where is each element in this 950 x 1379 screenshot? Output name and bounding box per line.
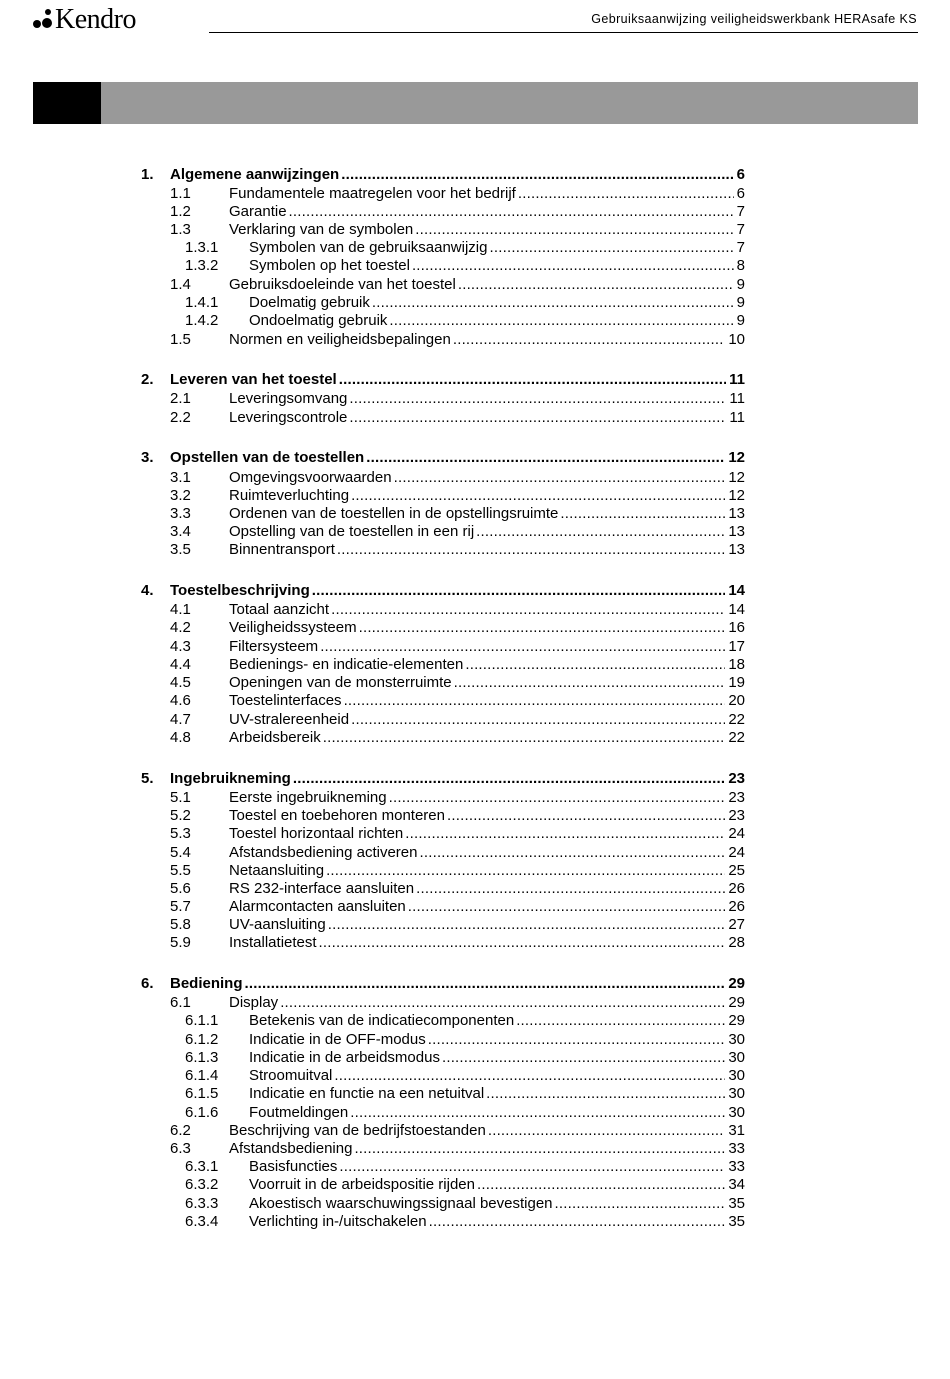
toc-entry-number: 4.7 bbox=[170, 711, 191, 728]
toc-dot-leader bbox=[408, 897, 726, 917]
toc-entry-number: 4.3 bbox=[170, 638, 191, 655]
toc-entry-title: Installatietest bbox=[229, 934, 317, 951]
toc-entry-title: Garantie bbox=[229, 203, 287, 220]
toc-entry-title: Eerste ingebruikneming bbox=[229, 789, 387, 806]
toc-entry-title: Foutmeldingen bbox=[249, 1104, 349, 1121]
toc-entry-page: 29 bbox=[728, 975, 745, 992]
toc-entry-title: Ordenen van de toestellen in de opstellingsruimte bbox=[229, 505, 559, 522]
toc-entry[interactable] bbox=[185, 1066, 745, 1086]
toc-entry-page: 14 bbox=[728, 601, 745, 618]
toc-entry[interactable] bbox=[170, 933, 745, 953]
toc-entry-page: 34 bbox=[728, 1176, 745, 1193]
toc-entry-title: Totaal aanzicht bbox=[229, 601, 330, 618]
toc-entry-number: 5.4 bbox=[170, 844, 191, 861]
toc-entry-page: 30 bbox=[728, 1031, 745, 1048]
toc-entry-page: 13 bbox=[728, 505, 745, 522]
toc-dot-leader bbox=[518, 184, 734, 204]
toc-entry-number: 6.1.6 bbox=[185, 1104, 219, 1121]
toc-entry-page: 6 bbox=[736, 185, 745, 202]
toc-dot-leader bbox=[442, 1048, 725, 1068]
toc-entry-page: 12 bbox=[728, 469, 745, 486]
toc-entry[interactable] bbox=[170, 691, 745, 711]
toc-entry-page: 26 bbox=[728, 898, 745, 915]
toc-entry-title: Beschrijving van de bedrijfstoestanden bbox=[229, 1122, 486, 1139]
toc-entry-title: Arbeidsbereik bbox=[229, 729, 321, 746]
toc-entry[interactable] bbox=[170, 843, 745, 863]
toc-entry-title: UV-stralereenheid bbox=[229, 711, 350, 728]
toc-entry-number: 1.4 bbox=[170, 276, 191, 293]
toc-entry-title: Symbolen op het toestel bbox=[249, 257, 410, 274]
toc-entry-page: 29 bbox=[728, 1012, 745, 1029]
toc-dot-leader bbox=[349, 389, 726, 409]
toc-entry-number: 5.6 bbox=[170, 880, 191, 897]
toc-entry-page: 11 bbox=[729, 409, 745, 426]
toc-entry-number: 5.8 bbox=[170, 916, 191, 933]
toc-entry-title: Opstelling van de toestellen in een rij bbox=[229, 523, 475, 540]
toc-dot-leader bbox=[372, 293, 734, 313]
toc-entry-number: 6.3.2 bbox=[185, 1176, 219, 1193]
toc-entry-number: 6.3.3 bbox=[185, 1195, 219, 1212]
toc-entry[interactable] bbox=[185, 1157, 745, 1177]
document-title: Gebruiksaanwijzing veiligheidswerkbank HERAsafe KS bbox=[591, 12, 917, 26]
toc-entry[interactable] bbox=[170, 275, 745, 295]
toc-entry[interactable] bbox=[185, 311, 745, 331]
toc-entry[interactable] bbox=[170, 408, 745, 428]
toc-entry-number: 4.4 bbox=[170, 656, 191, 673]
toc-entry-number: 5.1 bbox=[170, 789, 191, 806]
toc-entry-number: 5.9 bbox=[170, 934, 191, 951]
toc-entry-number: 2.1 bbox=[170, 390, 191, 407]
toc-entry-number: 1.3 bbox=[170, 221, 191, 238]
toc-entry-page: 9 bbox=[736, 312, 745, 329]
toc-entry-page: 13 bbox=[728, 541, 745, 558]
toc-entry-page: 22 bbox=[728, 729, 745, 746]
toc-entry-page: 11 bbox=[729, 371, 745, 388]
toc-entry-page: 22 bbox=[728, 711, 745, 728]
toc-dot-leader bbox=[412, 256, 734, 276]
toc-entry-page: 23 bbox=[728, 770, 745, 787]
toc-entry-number: 1.3.1 bbox=[185, 239, 219, 256]
toc-entry-number: 5. bbox=[141, 770, 154, 787]
toc-entry[interactable] bbox=[170, 1121, 745, 1141]
toc-entry[interactable] bbox=[141, 448, 745, 468]
toc-dot-leader bbox=[415, 220, 733, 240]
toc-dot-leader bbox=[405, 824, 725, 844]
toc-dot-leader bbox=[366, 448, 725, 468]
toc-dot-leader bbox=[354, 1139, 725, 1159]
toc-entry-number: 6.1.4 bbox=[185, 1067, 219, 1084]
toc-entry[interactable] bbox=[170, 522, 745, 542]
toc-entry-number: 3.2 bbox=[170, 487, 191, 504]
toc-dot-leader bbox=[339, 1157, 725, 1177]
toc-entry-title: Fundamentele maatregelen voor het bedrijf bbox=[229, 185, 516, 202]
toc-entry-number: 5.3 bbox=[170, 825, 191, 842]
toc-entry-title: Indicatie en functie na een netuitval bbox=[249, 1085, 485, 1102]
toc-entry[interactable] bbox=[141, 165, 745, 185]
toc-entry-title: Verklaring van de symbolen bbox=[229, 221, 414, 238]
toc-dot-leader bbox=[476, 522, 725, 542]
toc-entry[interactable] bbox=[170, 788, 745, 808]
toc-entry-number: 4.2 bbox=[170, 619, 191, 636]
toc-entry-title: Verlichting in-/uitschakelen bbox=[249, 1213, 427, 1230]
toc-entry-number: 4. bbox=[141, 582, 154, 599]
toc-entry[interactable] bbox=[185, 1103, 745, 1123]
toc-entry[interactable] bbox=[185, 1194, 745, 1214]
toc-entry[interactable] bbox=[185, 1084, 745, 1104]
toc-dot-leader bbox=[454, 673, 726, 693]
toc-dot-leader bbox=[245, 974, 726, 994]
toc-entry-page: 12 bbox=[728, 487, 745, 504]
toc-entry-number: 2. bbox=[141, 371, 154, 388]
toc-entry-number: 1.5 bbox=[170, 331, 191, 348]
toc-entry-title: Display bbox=[229, 994, 279, 1011]
toc-entry-number: 6.1.3 bbox=[185, 1049, 219, 1066]
toc-entry[interactable] bbox=[170, 897, 745, 917]
toc-entry-page: 7 bbox=[736, 239, 745, 256]
toc-dot-leader bbox=[350, 1103, 725, 1123]
toc-entry-page: 23 bbox=[728, 789, 745, 806]
toc-entry[interactable] bbox=[170, 655, 745, 675]
toc-dot-leader bbox=[428, 1030, 726, 1050]
toc-entry-number: 3. bbox=[141, 449, 154, 466]
toc-entry-number: 6.1 bbox=[170, 994, 191, 1011]
toc-dot-leader bbox=[339, 370, 726, 390]
toc-dot-leader bbox=[477, 1175, 725, 1195]
toc-dot-leader bbox=[486, 1084, 725, 1104]
toc-entry-page: 29 bbox=[728, 994, 745, 1011]
toc-dot-leader bbox=[349, 408, 726, 428]
toc-dot-leader bbox=[359, 618, 726, 638]
toc-entry-title: Symbolen van de gebruiksaanwijzig bbox=[249, 239, 488, 256]
toc-entry[interactable] bbox=[170, 728, 745, 748]
toc-entry[interactable] bbox=[170, 915, 745, 935]
toc-entry-number: 6.2 bbox=[170, 1122, 191, 1139]
toc-entry[interactable] bbox=[170, 993, 745, 1013]
toc-entry[interactable] bbox=[170, 824, 745, 844]
toc-entry[interactable] bbox=[170, 600, 745, 620]
toc-dot-leader bbox=[447, 806, 725, 826]
toc-entry-title: Toestelinterfaces bbox=[229, 692, 342, 709]
toc-dot-leader bbox=[280, 993, 725, 1013]
toc-entry-number: 5.2 bbox=[170, 807, 191, 824]
toc-entry-page: 12 bbox=[728, 449, 745, 466]
toc-entry-title: Netaansluiting bbox=[229, 862, 325, 879]
toc-dot-leader bbox=[389, 788, 726, 808]
toc-entry-page: 9 bbox=[736, 276, 745, 293]
toc-entry-number: 6.1.5 bbox=[185, 1085, 219, 1102]
toc-entry-title: Indicatie in de arbeidsmodus bbox=[249, 1049, 440, 1066]
toc-dot-leader bbox=[337, 540, 725, 560]
toc-entry-page: 26 bbox=[728, 880, 745, 897]
toc-dot-leader bbox=[489, 238, 733, 258]
toc-entry-page: 33 bbox=[728, 1140, 745, 1157]
toc-entry-title: Omgevingsvoorwaarden bbox=[229, 469, 392, 486]
toc-entry[interactable] bbox=[185, 238, 745, 258]
toc-entry-number: 1.1 bbox=[170, 185, 191, 202]
toc-entry-number: 1.3.2 bbox=[185, 257, 219, 274]
toc-entry-page: 17 bbox=[728, 638, 745, 655]
toc-dot-leader bbox=[326, 861, 725, 881]
toc-entry-page: 13 bbox=[728, 523, 745, 540]
toc-entry-page: 35 bbox=[728, 1195, 745, 1212]
toc-entry-page: 19 bbox=[728, 674, 745, 691]
toc-entry[interactable] bbox=[141, 974, 745, 994]
toc-entry-page: 20 bbox=[728, 692, 745, 709]
toc-entry-page: 35 bbox=[728, 1213, 745, 1230]
toc-entry[interactable] bbox=[185, 293, 745, 313]
toc-entry-title: Stroomuitval bbox=[249, 1067, 333, 1084]
toc-entry[interactable] bbox=[170, 540, 745, 560]
toc-entry-number: 3.3 bbox=[170, 505, 191, 522]
toc-dot-leader bbox=[289, 202, 734, 222]
toc-entry-title: Opstellen van de toestellen bbox=[170, 449, 365, 466]
toc-dot-leader bbox=[319, 933, 726, 953]
toc-dot-leader bbox=[394, 468, 726, 488]
toc-entry-number: 5.7 bbox=[170, 898, 191, 915]
toc-entry[interactable] bbox=[170, 879, 745, 899]
toc-entry[interactable] bbox=[170, 673, 745, 693]
toc-entry-page: 18 bbox=[728, 656, 745, 673]
toc-entry[interactable] bbox=[170, 184, 745, 204]
toc-entry-title: Gebruiksdoeleinde van het toestel bbox=[229, 276, 456, 293]
toc-entry-number: 6. bbox=[141, 975, 154, 992]
toc-entry-title: UV-aansluiting bbox=[229, 916, 326, 933]
toc-dot-leader bbox=[416, 879, 725, 899]
toc-dot-leader bbox=[312, 581, 726, 601]
toc-dot-leader bbox=[323, 728, 726, 748]
toc-entry-page: 30 bbox=[728, 1104, 745, 1121]
toc-dot-leader bbox=[555, 1194, 726, 1214]
toc-dot-leader bbox=[516, 1011, 725, 1031]
toc-entry-title: Akoestisch waarschuwingssignaal bevestigen bbox=[249, 1195, 553, 1212]
toc-entry-page: 28 bbox=[728, 934, 745, 951]
toc-dot-leader bbox=[341, 165, 733, 185]
toc-entry[interactable] bbox=[185, 256, 745, 276]
toc-entry[interactable] bbox=[170, 618, 745, 638]
toc-entry-number: 6.1.1 bbox=[185, 1012, 219, 1029]
toc-entry[interactable] bbox=[170, 861, 745, 881]
toc-entry-page: 30 bbox=[728, 1085, 745, 1102]
toc-entry-title: Toestel horizontaal richten bbox=[229, 825, 404, 842]
toc-dot-leader bbox=[331, 600, 725, 620]
toc-entry-page: 25 bbox=[728, 862, 745, 879]
toc-entry-number: 4.6 bbox=[170, 692, 191, 709]
toc-entry[interactable] bbox=[185, 1212, 745, 1232]
toc-dot-leader bbox=[334, 1066, 725, 1086]
toc-entry-title: Normen en veiligheidsbepalingen bbox=[229, 331, 451, 348]
toc-entry-number: 1.4.1 bbox=[185, 294, 219, 311]
toc-dot-leader bbox=[293, 769, 725, 789]
toc-entry-title: Bediening bbox=[170, 975, 243, 992]
toc-dot-leader bbox=[389, 311, 733, 331]
toc-dot-leader bbox=[320, 637, 725, 657]
toc-entry-number: 6.3.4 bbox=[185, 1213, 219, 1230]
toc-entry-number: 1.4.2 bbox=[185, 312, 219, 329]
toc-entry[interactable] bbox=[170, 504, 745, 524]
toc-dot-leader bbox=[488, 1121, 725, 1141]
toc-entry-page: 31 bbox=[728, 1122, 745, 1139]
toc-entry-title: Ingebruikneming bbox=[170, 770, 291, 787]
toc-entry-page: 24 bbox=[728, 825, 745, 842]
toc-entry-title: Voorruit in de arbeidspositie rijden bbox=[249, 1176, 475, 1193]
toc-entry-title: Bedienings- en indicatie-elementen bbox=[229, 656, 464, 673]
toc-entry[interactable] bbox=[170, 637, 745, 657]
toc-entry[interactable] bbox=[185, 1048, 745, 1068]
toc-entry-page: 9 bbox=[736, 294, 745, 311]
toc-entry-title: Leveringscontrole bbox=[229, 409, 348, 426]
toc-entry[interactable] bbox=[141, 581, 745, 601]
toc-entry-page: 8 bbox=[736, 257, 745, 274]
toc-entry-title: Ruimteverluchting bbox=[229, 487, 350, 504]
toc-entry-title: Indicatie in de OFF-modus bbox=[249, 1031, 426, 1048]
toc-entry-number: 1. bbox=[141, 166, 154, 183]
toc-entry-title: Toestel en toebehoren monteren bbox=[229, 807, 445, 824]
toc-entry-title: RS 232-interface aansluiten bbox=[229, 880, 415, 897]
toc-entry-number: 6.3 bbox=[170, 1140, 191, 1157]
logo-text: Kendro bbox=[55, 4, 136, 35]
toc-entry-number: 3.5 bbox=[170, 541, 191, 558]
toc-entry[interactable] bbox=[170, 1139, 745, 1159]
toc-entry[interactable] bbox=[141, 370, 745, 390]
toc-entry-page: 6 bbox=[736, 166, 745, 183]
toc-entry-title: Ondoelmatig gebruik bbox=[249, 312, 388, 329]
toc-entry[interactable] bbox=[185, 1011, 745, 1031]
toc-dot-leader bbox=[351, 486, 725, 506]
toc-entry-title: Leveren van het toestel bbox=[170, 371, 337, 388]
toc-entry-page: 7 bbox=[736, 221, 745, 238]
toc-dot-leader bbox=[344, 691, 726, 711]
toc-entry-page: 23 bbox=[728, 807, 745, 824]
toc-dot-leader bbox=[328, 915, 726, 935]
toc-entry-page: 24 bbox=[728, 844, 745, 861]
toc-entry-title: Afstandsbediening bbox=[229, 1140, 353, 1157]
toc-entry[interactable] bbox=[170, 202, 745, 222]
toc-entry-title: Alarmcontacten aansluiten bbox=[229, 898, 406, 915]
toc-entry[interactable] bbox=[170, 389, 745, 409]
toc-entry-number: 3.4 bbox=[170, 523, 191, 540]
toc-entry[interactable] bbox=[170, 806, 745, 826]
toc-entry[interactable] bbox=[185, 1175, 745, 1195]
toc-entry-page: 10 bbox=[728, 331, 745, 348]
toc-entry-title: Betekenis van de indicatiecomponenten bbox=[249, 1012, 515, 1029]
toc-entry-page: 7 bbox=[736, 203, 745, 220]
toc-dot-leader bbox=[351, 710, 725, 730]
toc-dot-leader bbox=[453, 330, 725, 350]
toc-dot-leader bbox=[429, 1212, 726, 1232]
toc-entry-title: Leveringsomvang bbox=[229, 390, 348, 407]
toc-entry-number: 6.3.1 bbox=[185, 1158, 219, 1175]
toc-entry[interactable] bbox=[170, 486, 745, 506]
toc-entry-title: Binnentransport bbox=[229, 541, 335, 558]
toc-entry-page: 16 bbox=[728, 619, 745, 636]
toc-entry-title: Basisfuncties bbox=[249, 1158, 338, 1175]
toc-entry[interactable] bbox=[185, 1030, 745, 1050]
toc-entry[interactable] bbox=[170, 710, 745, 730]
toc-entry-number: 4.5 bbox=[170, 674, 191, 691]
toc-entry-title: Afstandsbediening activeren bbox=[229, 844, 418, 861]
toc-entry-number: 5.5 bbox=[170, 862, 191, 879]
toc-dot-leader bbox=[465, 655, 725, 675]
toc-entry[interactable] bbox=[170, 330, 745, 350]
toc-entry-title: Openingen van de monsterruimte bbox=[229, 674, 452, 691]
toc-entry-title: Toestelbeschrijving bbox=[170, 582, 310, 599]
toc-dot-leader bbox=[560, 504, 725, 524]
toc-entry-page: 30 bbox=[728, 1067, 745, 1084]
toc-entry-page: 14 bbox=[728, 582, 745, 599]
toc-entry-page: 11 bbox=[729, 390, 745, 407]
toc-entry-page: 30 bbox=[728, 1049, 745, 1066]
toc-dot-leader bbox=[419, 843, 725, 863]
toc-entry-number: 3.1 bbox=[170, 469, 191, 486]
toc-entry-page: 33 bbox=[728, 1158, 745, 1175]
toc-entry-number: 6.1.2 bbox=[185, 1031, 219, 1048]
toc-entry-title: Filtersysteem bbox=[229, 638, 319, 655]
toc-entry[interactable] bbox=[170, 468, 745, 488]
toc-entry[interactable] bbox=[141, 769, 745, 789]
toc-entry-number: 2.2 bbox=[170, 409, 191, 426]
toc-entry-title: Algemene aanwijzingen bbox=[170, 166, 340, 183]
toc-dot-leader bbox=[458, 275, 734, 295]
toc-entry[interactable] bbox=[170, 220, 745, 240]
toc-entry-title: Doelmatig gebruik bbox=[249, 294, 370, 311]
toc-entry-number: 1.2 bbox=[170, 203, 191, 220]
toc-entry-number: 4.8 bbox=[170, 729, 191, 746]
toc-entry-page: 27 bbox=[728, 916, 745, 933]
toc-entry-title: Veiligheidssysteem bbox=[229, 619, 357, 636]
toc-entry-number: 4.1 bbox=[170, 601, 191, 618]
